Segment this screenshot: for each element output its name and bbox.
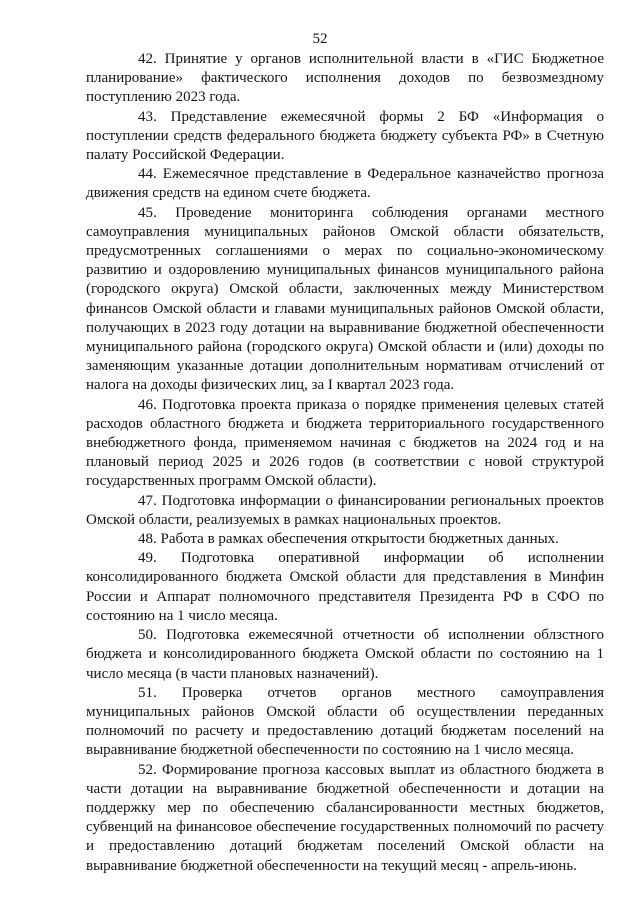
list-item-44: 44. Ежемесячное представление в Федеральное казначейство прогноза движения средств на едином счете бюджета. bbox=[86, 166, 604, 202]
list-item-48: 48. Работа в рамках обеспечения открытости бюджетных данных. bbox=[138, 531, 559, 548]
list-item-46: 46. Подготовка проекта приказа о порядке применения целевых статей расходов областного бюджета и бюджета территориального государственного внебюджетного фонда, применяемом начиная с бюджетов на 2024 год и на плановый период 2025 и 2026 годов (в соответствии с новой структурой государственных программ Омской области). bbox=[86, 396, 604, 490]
list-item-42: 42. Принятие у органов исполнительной власти в «ГИС Бюджетное планирование» фактического исполнения доходов по безвозмездному поступлению 2023 года. bbox=[86, 51, 604, 106]
page-number: 52 bbox=[312, 31, 328, 47]
list-item-52: 52. Формирование прогноза кассовых выплат из областного бюджета в части дотации на выравнивание бюджетной обеспеченности и дотации на поддержку мер по обеспечению сбалансированности местных бюджетов, субвенций на финансовое обеспечение государственных полномочий по расчету и предоставлению дотаций бюджетам поселений Омской области на выравнивание бюджетной обеспеченности на текущий месяц - апрель-июнь. bbox=[86, 761, 604, 874]
document-body bbox=[86, 50, 604, 876]
list-item-45: 45. Проведение мониторинга соблюдения органами местного самоуправления муниципальных районов Омской области обязательств, предусмотренных соглашениями о мерах по социально-экономическому развитию и оздоровлению муниципальных финансов муниципального района (городского округа) Омской области, заключенных между Министерством финансов Омской области и главами муниципальных районов Омской области, получающих в 2023 году дотации на выравнивание бюджетной обеспеченности муниципального района (городского округа) Омской области и (или) доходы по заменяющим указанные дотации дополнительным нормативам отчислений от налога на доходы физических лиц, за I квартал 2023 года. bbox=[86, 204, 604, 394]
list-item-43: 43. Представление ежемесячной формы 2 БФ «Информация о поступлении средств федерального бюджета бюджету субъекта РФ» в Счетную палату Российской Федерации. bbox=[86, 108, 604, 164]
list-item-47: 47. Подготовка информации о финансировании региональных проектов Омской области, реализуемых в рамках национальных проектов. bbox=[86, 492, 604, 528]
list-item-51: 51. Проверка отчетов органов местного самоуправления муниципальных районов Омской области об осуществлении переданных полномочий по расчету и предоставлению дотаций бюджетам поселений на выравнивание бюджетной обеспеченности по состоянию на 1 число месяца. bbox=[86, 684, 604, 759]
list-item-50: 50. Подготовка ежемесячной отчетности об исполнении облзстного бюджета и консолидированного бюджета Омской области по состоянию на 1 число месяца (в части плановых назначений). bbox=[86, 627, 604, 682]
list-item-49: 49. Подготовка оперативной информации об исполнении консолидированного бюджета Омской области для представления в Минфин России и Аппарат полномочного представителя Президента РФ в СФО по состоянию на 1 число месяца. bbox=[86, 550, 604, 624]
